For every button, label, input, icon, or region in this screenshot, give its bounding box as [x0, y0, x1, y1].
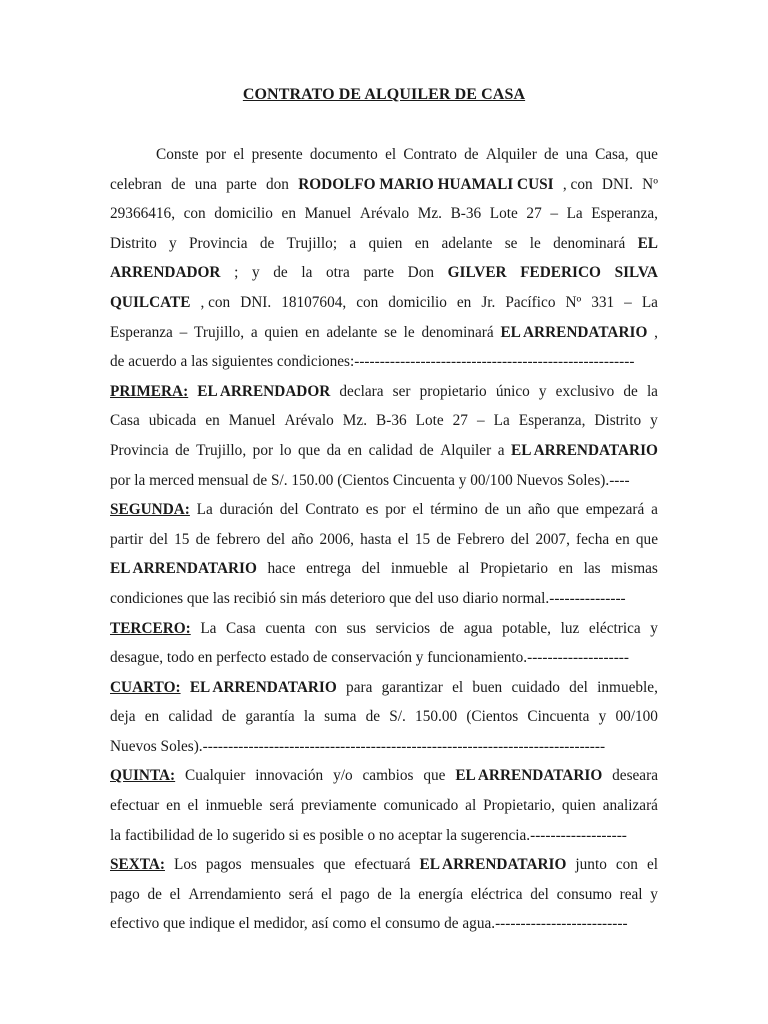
text-segment: y [538, 382, 547, 400]
document-title: CONTRATO DE ALQUILER DE CASA [242, 86, 526, 103]
clause-heading: TERCERO: [110, 619, 191, 637]
bold-term: QUILCATE [110, 293, 191, 311]
text-line [110, 880, 658, 910]
text-segment: junto [575, 856, 607, 874]
text-segment: de [623, 382, 638, 400]
text-segment: de [439, 619, 455, 637]
text-segment: el [385, 146, 397, 163]
text-segment: , [654, 323, 658, 341]
text-segment: para [346, 678, 373, 696]
text-segment: parte [363, 264, 395, 282]
text-segment: y [251, 264, 260, 282]
text-segment: la [399, 885, 411, 903]
text-segment: de [544, 146, 559, 163]
text-segment: de [419, 441, 434, 459]
text-segment: Nº [642, 175, 658, 193]
text-segment: por [385, 501, 406, 519]
text-segment: Trujillo, [196, 441, 247, 459]
clause-heading: QUINTA: [110, 767, 176, 785]
text-segment: Cincuenta [527, 708, 590, 726]
text-segment: Distrito [110, 234, 157, 252]
text-segment: desague, todo en perfecto estado de conservación y funcionamiento.-------------------- [110, 649, 629, 667]
text-line [110, 288, 658, 318]
text-segment: el [233, 146, 245, 163]
text-segment: Conste [156, 146, 199, 163]
text-segment: que [323, 856, 346, 874]
text-segment: cuenta [265, 619, 306, 637]
text-segment: Arévalo [359, 205, 410, 223]
bold-term: EL ARRENDADOR [197, 382, 331, 400]
text-segment: del [510, 530, 530, 548]
text-segment: inmueble [390, 560, 448, 578]
text-segment: pagos [205, 856, 242, 874]
text-segment: febrero [216, 530, 261, 548]
text-segment: pago [339, 885, 370, 903]
text-segment: ; [234, 264, 239, 282]
text-segment: luz [560, 619, 580, 637]
text-segment: La [566, 205, 583, 223]
text-segment: , con [562, 175, 593, 193]
text-segment: en [205, 412, 220, 430]
text-segment: analizará [602, 797, 658, 815]
text-segment: el [646, 856, 658, 874]
text-segment: 331 [591, 293, 615, 311]
text-line [110, 229, 658, 259]
text-segment: Lote [489, 205, 518, 223]
text-line [110, 170, 658, 200]
text-segment: con [314, 619, 337, 637]
text-line [110, 258, 658, 288]
text-segment: Jr. [481, 293, 496, 311]
text-segment: agua [463, 619, 493, 637]
text-segment: potable, [502, 619, 552, 637]
bold-term: EL ARRENDATARIO [500, 323, 648, 341]
text-segment: Contrato [305, 501, 359, 519]
text-segment: y/o [333, 767, 353, 785]
text-segment: buen [472, 678, 503, 696]
text-segment: Los [173, 856, 197, 874]
text-segment: inmueble [205, 797, 263, 815]
text-segment: del [361, 560, 381, 578]
text-segment: , con [200, 293, 231, 311]
text-segment: La [493, 412, 510, 430]
text-segment: ubicada [148, 412, 197, 430]
text-segment: y [598, 708, 607, 726]
bold-term: RODOLFO MARIO HUAMALI CUSI [298, 175, 554, 193]
text-segment: que [298, 441, 321, 459]
text-segment: único [495, 382, 530, 400]
text-segment: Alquiler [485, 146, 537, 163]
text-segment: 2007, [535, 530, 570, 548]
text-segment: empezará [585, 501, 645, 519]
text-segment: suma [324, 708, 357, 726]
text-line [110, 199, 658, 229]
text-segment: de [273, 264, 288, 282]
text-segment: fecha [576, 530, 610, 548]
text-line [110, 614, 658, 644]
bold-term: EL ARRENDATARIO [110, 560, 257, 578]
text-segment: 27 [526, 205, 542, 223]
text-segment: Febrero [456, 530, 505, 548]
text-segment: Propietario [480, 560, 548, 578]
text-segment: de [484, 501, 500, 519]
text-segment: del [279, 501, 299, 519]
text-segment: le [403, 323, 415, 341]
text-line [110, 584, 658, 614]
bold-term: EL ARRENDATARIO [189, 678, 337, 696]
clause-heading: CUARTO: [110, 678, 181, 696]
text-segment: en [347, 441, 363, 459]
text-segment: comunicado [383, 797, 459, 815]
text-segment: efectuar [110, 797, 160, 815]
text-segment: al [465, 797, 477, 815]
text-segment: a [250, 323, 258, 341]
text-segment: Contrato [403, 146, 457, 163]
text-segment: de [365, 708, 381, 726]
text-segment: se [504, 234, 518, 252]
text-segment: y [650, 885, 658, 903]
text-segment: por la merced mensual de S/. 150.00 (Cientos Cincuenta y 00/100 Nuevos Soles).---- [110, 471, 630, 489]
text-segment: de [221, 708, 237, 726]
text-segment: a [651, 501, 658, 519]
text-segment: duración [219, 501, 274, 519]
text-segment: Casa [226, 619, 256, 637]
text-line [110, 525, 658, 555]
text-segment: la [301, 264, 313, 282]
text-segment: Don [407, 264, 434, 282]
text-segment: de acuerdo a las siguientes condiciones:------------------------------------------------------- [110, 353, 635, 371]
text-segment: adelante [326, 323, 378, 341]
text-segment: será [269, 797, 295, 815]
text-segment: – [179, 323, 188, 341]
text-segment: quien [264, 323, 299, 341]
text-segment: y [650, 619, 658, 637]
bold-term: EL ARRENDATARIO [419, 856, 567, 874]
text-segment: en [456, 293, 472, 311]
text-segment: el [321, 885, 333, 903]
text-segment: denominará [553, 234, 626, 252]
text-segment: una [565, 146, 588, 163]
text-segment: efectuará [354, 856, 411, 874]
text-segment: deseara [612, 767, 658, 785]
text-segment: de [377, 885, 392, 903]
text-segment: Arrendamiento [188, 885, 282, 903]
text-segment: de [147, 885, 162, 903]
text-segment: del [266, 530, 286, 548]
text-segment: Lote [415, 412, 444, 430]
text-segment: las [583, 560, 601, 578]
text-line [110, 673, 658, 703]
text-segment: Provincia [110, 441, 169, 459]
text-segment: – [624, 293, 632, 311]
text-segment: cuidado [511, 678, 560, 696]
text-segment: a [349, 234, 357, 252]
text-segment: Pacífico [505, 293, 556, 311]
text-line [110, 761, 658, 791]
bold-term: FEDERICO [520, 264, 601, 282]
text-segment: sus [346, 619, 367, 637]
text-segment: y [650, 412, 658, 430]
text-segment: de [171, 175, 186, 193]
text-line [110, 436, 658, 466]
text-segment: lo [279, 441, 292, 459]
text-segment: Distrito [594, 412, 642, 430]
text-segment: inmueble, [597, 678, 658, 696]
text-segment: documento [309, 146, 378, 163]
text-segment: denominará [421, 323, 494, 341]
text-segment: de [175, 441, 190, 459]
text-segment: entrega [306, 560, 352, 578]
text-segment: adelante [441, 234, 493, 252]
bold-term: ARRENDADOR [110, 264, 221, 282]
text-segment: la [646, 382, 658, 400]
text-line [110, 732, 658, 762]
text-segment: calidad [168, 708, 213, 726]
text-line [110, 702, 658, 732]
text-segment: al [458, 560, 470, 578]
text-segment: que [556, 501, 579, 519]
text-segment: quien [368, 234, 403, 252]
text-segment: otra [326, 264, 350, 282]
text-line [110, 554, 658, 584]
text-segment: 2006, [319, 530, 354, 548]
text-segment: domicilio [388, 293, 447, 311]
text-segment: Alquiler [440, 441, 492, 459]
text-segment: con [615, 856, 638, 874]
text-segment: de [259, 234, 275, 252]
bold-term: EL [637, 234, 658, 252]
text-segment: año [527, 501, 551, 519]
text-segment: 18107604, [281, 293, 347, 311]
text-segment: Arévalo [284, 412, 334, 430]
text-segment: condiciones que las recibió sin más deterioro que del uso diario normal.--------------- [110, 589, 626, 607]
text-segment: Casa [110, 412, 140, 430]
document-body [110, 140, 658, 939]
text-line [110, 140, 658, 170]
text-segment: en [144, 708, 160, 726]
text-segment: de [195, 530, 211, 548]
text-segment: hace [267, 560, 296, 578]
text-segment: mismas [611, 560, 658, 578]
text-segment: presente [251, 146, 303, 163]
text-line [110, 406, 658, 436]
text-line [110, 850, 658, 880]
text-segment: Manuel [228, 412, 276, 430]
text-segment: Casa, [595, 146, 629, 163]
text-segment: real [619, 885, 643, 903]
text-segment: 15 [414, 530, 431, 548]
text-segment: y [169, 234, 177, 252]
text-segment: eléctrica [470, 885, 523, 903]
text-segment: La [200, 619, 217, 637]
text-line [110, 909, 658, 939]
text-segment: Trujillo; [286, 234, 338, 252]
clause-heading: SEXTA: [110, 856, 165, 874]
text-segment: 27 [452, 412, 468, 430]
text-segment: DNI. [601, 175, 633, 193]
text-segment: un [505, 501, 522, 519]
text-segment: del [530, 885, 549, 903]
text-segment: energía [418, 885, 463, 903]
text-segment: S/. [389, 708, 406, 726]
text-segment: con [356, 293, 379, 311]
text-segment: 29366416, [110, 205, 176, 223]
text-segment: B-36 [376, 412, 407, 430]
text-segment: Cualquier [185, 767, 246, 785]
text-segment: Esperanza [110, 323, 173, 341]
text-segment: en [558, 560, 574, 578]
text-segment: 15 [174, 530, 190, 548]
text-segment: se [384, 323, 397, 341]
text-segment: quien [561, 797, 596, 815]
text-segment: Provincia [188, 234, 248, 252]
text-segment: Trujillo, [194, 323, 245, 341]
clause-heading: SEGUNDA: [110, 501, 190, 519]
text-segment: – [550, 205, 558, 223]
text-line [110, 377, 658, 407]
text-segment: Propietario, [483, 797, 555, 815]
text-segment: don [266, 175, 289, 193]
text-segment: calidad [368, 441, 413, 459]
text-segment: en [281, 205, 296, 223]
text-line [110, 318, 658, 348]
text-segment: en [305, 323, 320, 341]
text-segment: es [365, 501, 379, 519]
text-segment: servicios [375, 619, 431, 637]
text-line [110, 791, 658, 821]
text-segment: partir [110, 530, 144, 548]
text-segment: el [397, 530, 409, 548]
text-line [110, 643, 658, 673]
text-segment: 150.00 [415, 708, 458, 726]
text-segment: Manuel [304, 205, 352, 223]
text-segment: en [615, 530, 630, 548]
text-segment: que [423, 767, 446, 785]
text-segment: en [414, 234, 430, 252]
text-segment: una [194, 175, 217, 193]
text-segment: cambios [362, 767, 414, 785]
text-segment: Mz. [417, 205, 442, 223]
text-segment: La [641, 293, 658, 311]
text-segment: propietario [419, 382, 487, 400]
text-segment: será [288, 885, 314, 903]
text-segment: garantía [245, 708, 295, 726]
text-segment: consumo [556, 885, 612, 903]
text-segment: en [166, 797, 181, 815]
text-segment: por [252, 441, 274, 459]
text-segment: innovación [255, 767, 324, 785]
bold-term: EL ARRENDATARIO [455, 767, 603, 785]
text-segment: Nuevos Soles).------------------------------------------------------------------------------- [110, 737, 606, 755]
text-segment: La [196, 501, 213, 519]
text-line [110, 347, 658, 377]
text-segment: con [183, 205, 206, 223]
text-segment: la [303, 708, 315, 726]
text-segment: previamente [300, 797, 377, 815]
text-segment: de [464, 146, 479, 163]
text-segment: declara [339, 382, 384, 400]
text-segment: DNI. [240, 293, 272, 311]
text-segment: por [205, 146, 227, 163]
text-segment: el [452, 678, 464, 696]
text-segment: 00/100 [615, 708, 658, 726]
text-segment: B-36 [450, 205, 482, 223]
bold-term: GILVER [447, 264, 507, 282]
text-segment: deja [110, 708, 136, 726]
text-segment: el [412, 501, 424, 519]
text-segment: a [497, 441, 505, 459]
text-segment: Mz. [342, 412, 368, 430]
text-segment: año [291, 530, 314, 548]
text-segment: que [635, 146, 658, 163]
text-segment: hasta [360, 530, 392, 548]
text-segment: de [436, 530, 451, 548]
text-segment: efectivo que indique el medidor, así como el consumo de agua.-------------------------- [110, 915, 628, 933]
text-segment: la factibilidad de lo sugerido si es posible o no aceptar la sugerencia.------------------- [110, 826, 627, 844]
text-segment: que [635, 530, 658, 548]
text-segment: exclusivo [555, 382, 615, 400]
text-segment: celebran [110, 175, 162, 193]
text-segment: Esperanza, [518, 412, 586, 430]
text-segment: mensuales [250, 856, 315, 874]
text-segment: del [569, 678, 588, 696]
bold-term: EL ARRENDATARIO [511, 441, 658, 459]
text-segment: – [476, 412, 485, 430]
bold-term: SILVA [614, 264, 658, 282]
text-segment: el [187, 797, 199, 815]
text-segment: el [169, 885, 181, 903]
text-segment: da [326, 441, 342, 459]
text-segment: Esperanza, [591, 205, 658, 223]
text-segment: le [529, 234, 541, 252]
clause-heading: PRIMERA: [110, 382, 189, 400]
text-line [110, 821, 658, 851]
text-segment: pago [110, 885, 140, 903]
text-segment: eléctrica [588, 619, 641, 637]
text-segment: ser [392, 382, 411, 400]
text-line [110, 466, 658, 496]
text-segment: término [430, 501, 478, 519]
text-segment: parte [226, 175, 257, 193]
text-segment: garantizar [381, 678, 443, 696]
text-line [110, 495, 658, 525]
text-segment: domicilio [214, 205, 273, 223]
text-segment: Nº [565, 293, 582, 311]
text-segment: (Cientos [466, 708, 519, 726]
text-segment: del [149, 530, 168, 548]
